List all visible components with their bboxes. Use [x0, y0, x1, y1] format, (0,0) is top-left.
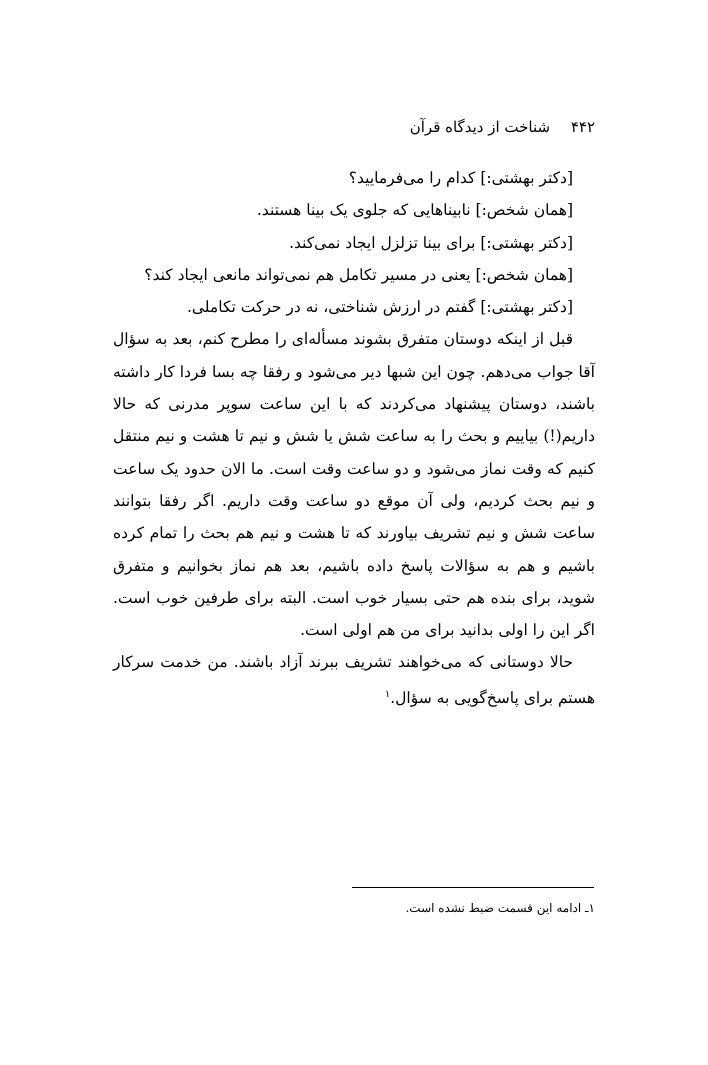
page-header [410, 118, 595, 136]
dialogue-line: [دکتر بهشتی:] گفتم در ارزش شناختی، نه در حرکت تکاملی. [186, 298, 573, 317]
body-text [113, 162, 595, 714]
paragraph [113, 646, 595, 714]
footnote-divider [352, 887, 594, 888]
footnote-marker: ۱ [384, 688, 391, 700]
paragraph-text: حالا دوستانی که می‌خواهند تشریف ببرند آزاد باشند. من خدمت سرکار هستم برای پاسخ‌گویی به سؤال. [113, 653, 595, 707]
page-number: ۴۴۲ [570, 118, 595, 136]
dialogue-line: [همان شخص:] یعنی در مسیر تکامل هم نمی‌تواند مانعی ایجاد کند؟ [144, 265, 573, 284]
running-title: شناخت از دیدگاه قرآن [409, 118, 551, 136]
footnote: ۱ـ ادامه این قسمت ضبط نشده است. [405, 901, 595, 915]
dialogue-line: [دکتر بهشتی:] برای بینا تزلزل ایجاد نمی‌کند. [289, 233, 573, 252]
dialogue-line: [دکتر بهشتی:] کدام را می‌فرمایید؟ [348, 169, 573, 187]
dialogue-line: [همان شخص:] نابیناهایی که جلوی یک بینا هستند. [256, 201, 573, 220]
paragraph: قبل از اینکه دوستان متفرق بشوند مسأله‌ای را مطرح کنم، بعد به سؤال آقا جواب می‌دهم. چون این شبها دیر می‌شود و رفقا چه بسا فردا کار داشته باشند، دوستان پیشنهاد می‌کردند که با این ساعت سوپر مدرنی که حالا داریم(!) بیاییم و بحث را به ساعت شش یا شش و نیم تا هشت و نیم منتقل کنیم که وقت نماز می‌شود و دو ساعت وقت است. ما الان حدود یک ساعت و نیم بحث کردیم، ولی آن موقع دو ساعت وقت داریم. اگر رفقا بتوانند ساعت شش و نیم تشریف بیاورند که تا هشت و نیم هم بحث را تمام کرده باشیم و هم به سؤالات پاسخ داده باشیم، بعد هم نماز بخوانیم و متفرق شوید، برای بنده هم حتی بسیار خوب است. البته برای طرفین خوب است. اگر این را اولی بدانید برای من هم اولی است. [113, 330, 595, 640]
